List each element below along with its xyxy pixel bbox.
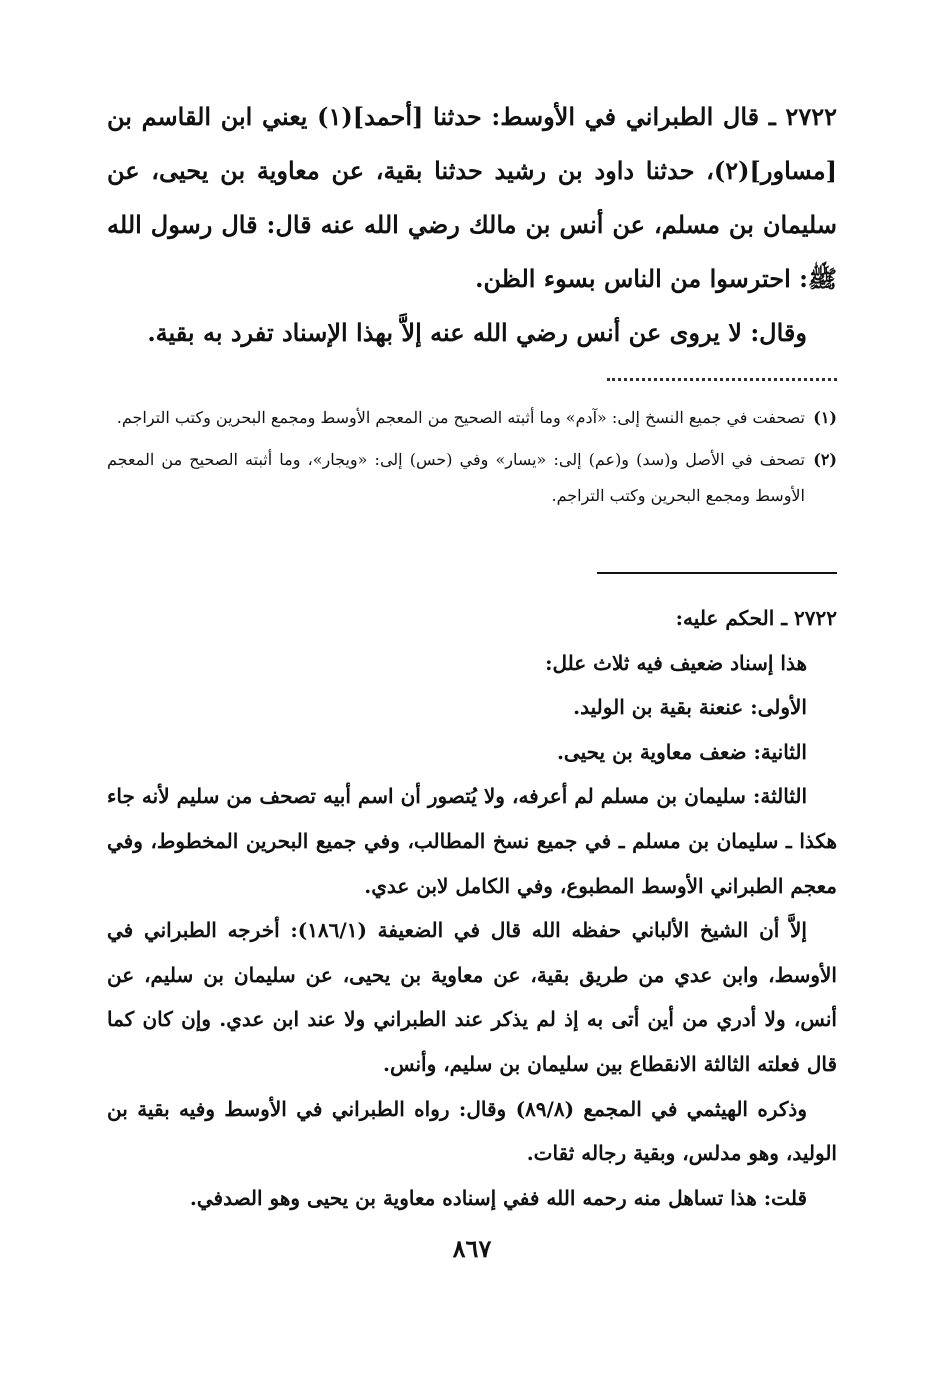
footnote-number: (٢) [813, 450, 837, 469]
page-number: ٨٦٧ [452, 1234, 492, 1263]
footnote-separator [607, 378, 837, 381]
footnote-text: تصحفت في جميع النسخ إلى: «آدم» وما أثبته الصحيح من المعجم الأوسط ومجمع البحرين وكتب التراجم. [116, 408, 805, 427]
ruling-first-defect [107, 685, 837, 730]
footnote-number: (١) [813, 408, 837, 427]
defect-label: الأولى: [750, 695, 807, 720]
footnote-item [107, 442, 837, 514]
ruling-third-defect [107, 774, 837, 908]
section-divider [597, 572, 837, 574]
ruling-heading: ٢٧٢٢ ـ الحكم عليه: [675, 606, 837, 630]
defect-text: عنعنة بقية بن الوليد. [573, 695, 744, 720]
hadith-comment: وقال: لا يروى عن أنس رضي الله عنه إلاَّ بهذا الإسناد تفرد به بقية. [147, 318, 807, 347]
conclusion-label: قلت: [763, 1185, 807, 1210]
conclusion-text: هذا تساهل منه رحمه الله ففي إسناده معاوية بن يحيى وهو الصدفي. [189, 1185, 757, 1210]
conclusion-paragraph [107, 1176, 837, 1221]
defect-text: سليمان بن مسلم لم أعرفه، ولا يُتصور أن اسم أبيه تصحف من سليم لأنه جاء هكذا ـ سليمان بن مسلم ـ في جميع نسخ المطالب، وفي جميع البحرين المخطوط، وفي معجم الطبراني الأوسط المطبوع، وفي الكامل لابن عدي. [107, 784, 837, 898]
footnote-text: تصحف في الأصل و(سد) و(عم) إلى: «يسار» وفي (حس) إلى: «ويجار»، وما أثبته الصحيح من المعجم الأوسط ومجمع البحرين وكتب التراجم. [107, 450, 805, 505]
hadith-text [107, 90, 837, 360]
albani-paragraph: إلاَّ أن الشيخ الألباني حفظه الله قال في الضعيفة (١٨٦/١): أخرجه الطبراني في الأوسط، وابن عدي من طريق بقية، عن معاوية بن يحيى، عن سليمان بن سليم، عن أنس، ولا أدري من أين أتى به إذ لم يذكر عند الطبراني ولا عند ابن عدي. وإن كان كما قال فعلته الثالثة الانقطاع بين سليمان بن سليم، وأنس. [107, 918, 837, 1076]
ruling-intro: هذا إسناد ضعيف فيه ثلاث علل: [545, 650, 807, 675]
defect-text: ضعف معاوية بن يحيى. [556, 739, 747, 764]
haythami-paragraph: وذكره الهيثمي في المجمع (٨٩/٨) وقال: رواه الطبراني في الأوسط وفيه بقية بن الوليد، وهو مدلس، وبقية رجاله ثقات. [107, 1096, 837, 1166]
footnote-item [107, 400, 837, 436]
footnotes [107, 400, 837, 520]
ruling-second-defect [107, 730, 837, 775]
hadith-paragraph: ٢٧٢٢ ـ قال الطبراني في الأوسط: حدثنا [أحمد](١) يعني ابن القاسم بن [مساور](٢)، حدثنا داود بن رشيد حدثنا بقية، عن معاوية بن يحيى، عن سليمان بن مسلم، عن أنس بن مالك رضي الله عنه قال: قال رسول الله ﷺ: احترسوا من الناس بسوء الظن. [107, 102, 837, 293]
ruling-section [107, 596, 837, 1220]
defect-label: الثانية: [753, 739, 807, 764]
defect-label: الثالثة: [752, 784, 807, 809]
